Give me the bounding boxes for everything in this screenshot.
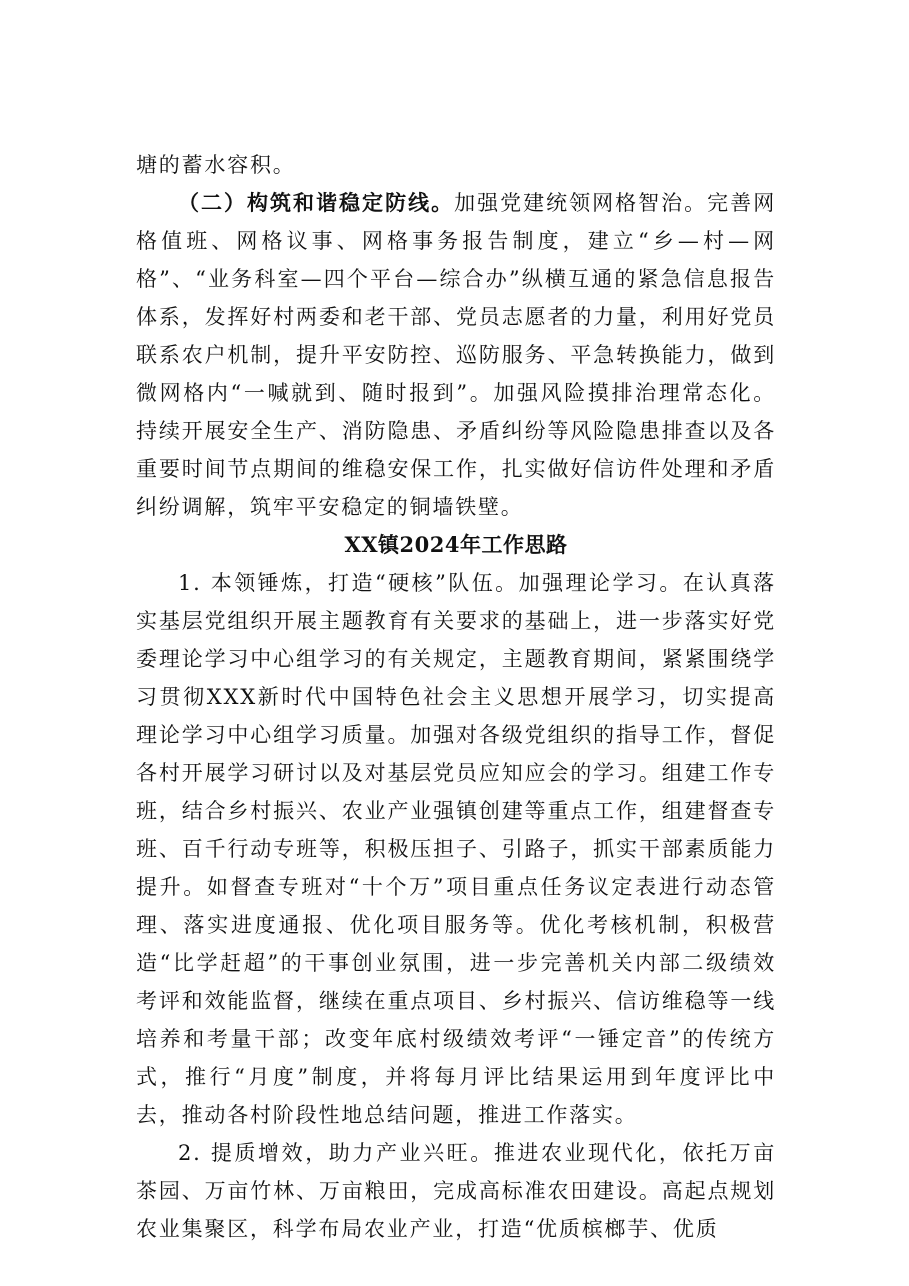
paragraph-team-building: 1. 本领锤炼，打造“硬核”队伍。加强理论学习。在认真落实基层党组织开展主题教育有关要求的基础上，进一步落实好党委理论学习中心组学习的有关规定，主题教育期间，紧紧围绕学习贯彻XXX新时代中国特色社会主义思想开展学习，切实提高理论学习中心组学习质量。加强对各级党组织的指导工作，督促各村开展学习研讨以及对基层党员应知应会的学习。组建工作专班，结合乡村振兴、农业产业强镇创建等重点工作，组建督查专班、百千行动专班等，积极压担子、引路子，抓实干部素质能力提升。如督查专班对“十个万”项目重点任务议定表进行动态管理、落实进度通报、优化项目服务等。优化考核机制，积极营造“比学赶超”的干事创业氛围，进一步完善机关内部二级绩效考评和效能监督，继续在重点项目、乡村振兴、信访维稳等一线培养和考量干部；改变年底村级绩效考评“一锤定音”的传统方式，推行“月度”制度，并将每月评比结果运用到年度评比中去，推动各村阶段性地总结问题，推进工作落实。 bbox=[136, 571, 776, 1127]
document-body bbox=[136, 146, 776, 1248]
paragraph-industry: 2. 提质增效，助力产业兴旺。推进农业现代化，依托万亩茶园、万亩竹林、万亩粮田，完成高标准农田建设。高起点规划农业集聚区，科学布局农业产业，打造“优质槟榔芋、优质 bbox=[136, 1141, 776, 1241]
paragraph-continuation: 塘的蓄水容积。 bbox=[136, 153, 296, 177]
paragraph-stability bbox=[136, 184, 776, 526]
document-title: XX镇2024年工作思路 bbox=[344, 532, 568, 557]
section-heading-stability: （二）构筑和谐稳定防线。 bbox=[178, 190, 455, 215]
paragraph-stability-body: 加强党建统领网格智治。完善网格值班、网格议事、网格事务报告制度，建立“乡—村—网格”、“业务科室—四个平台—综合办”纵横互通的紧急信息报告体系，发挥好村两委和老干部、党员志愿者的力量，利用好党员联系农户机制，提升平安防控、巡防服务、平急转换能力，做到微网格内“一喊就到、随时报到”。加强风险摸排治理常态化。持续开展安全生产、消防隐患、矛盾纠纷等风险隐患排查以及各重要时间节点期间的维稳安保工作，扎实做好信访件处理和矛盾纠纷调解，筑牢平安稳定的铜墙铁壁。 bbox=[136, 191, 776, 519]
